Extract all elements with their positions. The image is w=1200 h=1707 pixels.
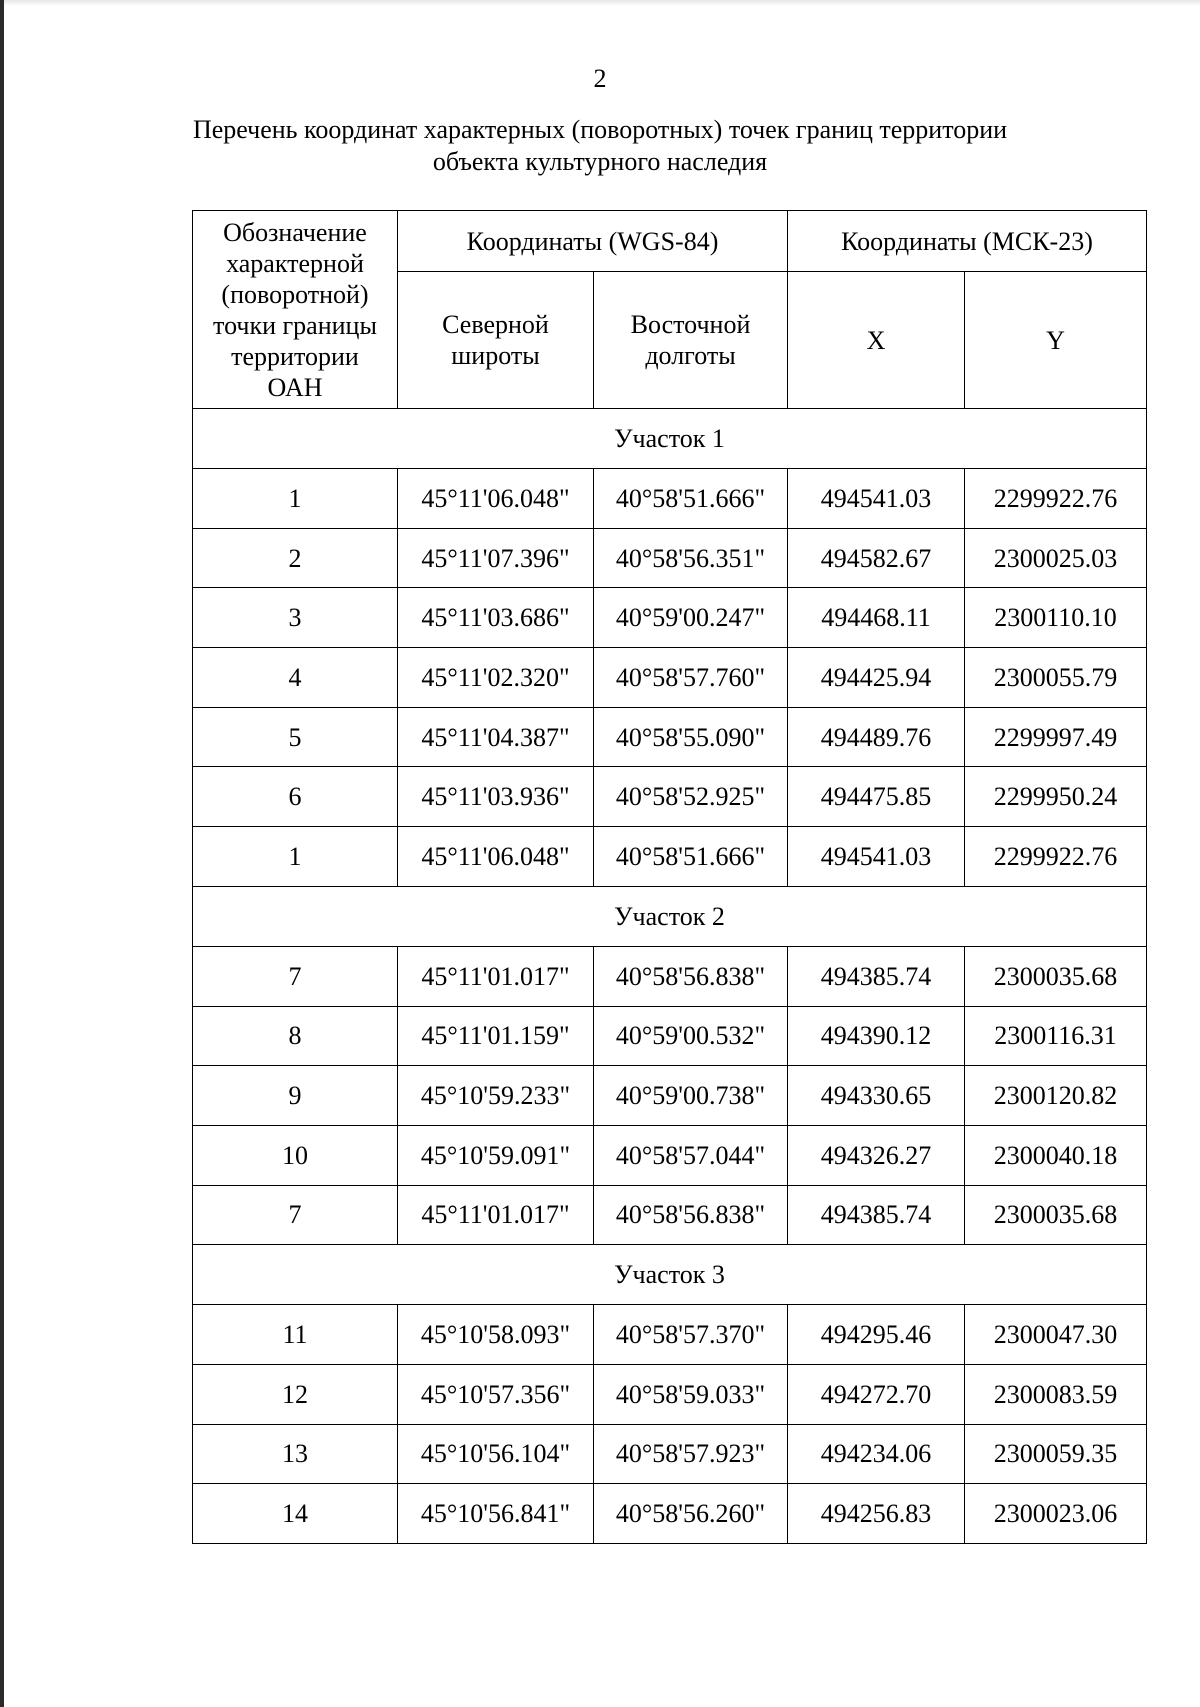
cell-x: 494425.94 xyxy=(788,648,965,708)
cell-north: 45°10'59.233" xyxy=(398,1066,594,1126)
section-row xyxy=(193,1245,1147,1305)
cell-point: 9 xyxy=(193,1066,398,1126)
cell-y: 2299950.24 xyxy=(965,767,1147,827)
cell-north: 45°11'01.159" xyxy=(398,1006,594,1066)
table-row xyxy=(193,469,1147,529)
cell-east: 40°58'51.666" xyxy=(594,469,788,529)
cell-east: 40°59'00.738" xyxy=(594,1066,788,1126)
cell-east: 40°58'56.260" xyxy=(594,1484,788,1544)
cell-x: 494330.65 xyxy=(788,1066,965,1126)
title-line-2: объекта культурного наследия xyxy=(432,147,768,176)
cell-east: 40°59'00.247" xyxy=(594,588,788,648)
header-wgs84-group: Координаты (WGS-84) xyxy=(398,211,788,272)
cell-east: 40°58'57.760" xyxy=(594,648,788,708)
cell-point: 13 xyxy=(193,1424,398,1484)
title-line-1: Перечень координат характерных (поворотных) точек границ территории xyxy=(192,115,1008,144)
table-row xyxy=(193,1484,1147,1544)
table-row xyxy=(193,1424,1147,1484)
section-row xyxy=(193,409,1147,469)
cell-point: 1 xyxy=(193,827,398,887)
cell-y: 2300059.35 xyxy=(965,1424,1147,1484)
cell-y: 2300035.68 xyxy=(965,946,1147,1006)
cell-y: 2300025.03 xyxy=(965,528,1147,588)
cell-y: 2300040.18 xyxy=(965,1125,1147,1185)
section-title: Участок 2 xyxy=(193,886,1147,946)
cell-y: 2299922.76 xyxy=(965,469,1147,529)
section-row xyxy=(193,886,1147,946)
cell-x: 494390.12 xyxy=(788,1006,965,1066)
scan-left-edge xyxy=(0,0,4,1707)
cell-point: 2 xyxy=(193,528,398,588)
cell-point: 11 xyxy=(193,1305,398,1365)
cell-x: 494295.46 xyxy=(788,1305,965,1365)
cell-east: 40°58'59.033" xyxy=(594,1364,788,1424)
cell-east: 40°58'56.838" xyxy=(594,1185,788,1245)
cell-north: 45°11'03.686" xyxy=(398,588,594,648)
cell-east: 40°58'57.923" xyxy=(594,1424,788,1484)
cell-x: 494234.06 xyxy=(788,1424,965,1484)
table-row xyxy=(193,1305,1147,1365)
table-row xyxy=(193,648,1147,708)
cell-point: 8 xyxy=(193,1006,398,1066)
cell-x: 494541.03 xyxy=(788,469,965,529)
cell-east: 40°58'52.925" xyxy=(594,767,788,827)
table-row xyxy=(193,1364,1147,1424)
document-title xyxy=(150,114,1050,178)
table-row xyxy=(193,767,1147,827)
cell-north: 45°10'59.091" xyxy=(398,1125,594,1185)
cell-x: 494468.11 xyxy=(788,588,965,648)
cell-east: 40°58'51.666" xyxy=(594,827,788,887)
cell-east: 40°58'57.044" xyxy=(594,1125,788,1185)
cell-point: 14 xyxy=(193,1484,398,1544)
cell-north: 45°11'01.017" xyxy=(398,1185,594,1245)
cell-y: 2300083.59 xyxy=(965,1364,1147,1424)
cell-east: 40°58'55.090" xyxy=(594,707,788,767)
cell-north: 45°11'03.936" xyxy=(398,767,594,827)
table-row xyxy=(193,946,1147,1006)
section-title: Участок 3 xyxy=(193,1245,1147,1305)
cell-x: 494475.85 xyxy=(788,767,965,827)
cell-x: 494541.03 xyxy=(788,827,965,887)
cell-point: 1 xyxy=(193,469,398,529)
cell-y: 2300110.10 xyxy=(965,588,1147,648)
cell-y: 2300055.79 xyxy=(965,648,1147,708)
cell-x: 494326.27 xyxy=(788,1125,965,1185)
cell-y: 2300035.68 xyxy=(965,1185,1147,1245)
cell-east: 40°59'00.532" xyxy=(594,1006,788,1066)
header-x: X xyxy=(788,272,965,409)
cell-north: 45°10'56.104" xyxy=(398,1424,594,1484)
section-title: Участок 1 xyxy=(193,409,1147,469)
cell-north: 45°11'06.048" xyxy=(398,469,594,529)
cell-north: 45°11'02.320" xyxy=(398,648,594,708)
cell-y: 2299922.76 xyxy=(965,827,1147,887)
table-row xyxy=(193,588,1147,648)
cell-east: 40°58'57.370" xyxy=(594,1305,788,1365)
cell-north: 45°11'07.396" xyxy=(398,528,594,588)
cell-x: 494489.76 xyxy=(788,707,965,767)
cell-point: 7 xyxy=(193,1185,398,1245)
header-north-latitude: Северной широты xyxy=(398,272,594,409)
cell-x: 494272.70 xyxy=(788,1364,965,1424)
header-east-longitude: Восточной долготы xyxy=(594,272,788,409)
page-number: 2 xyxy=(593,64,607,93)
cell-x: 494385.74 xyxy=(788,1185,965,1245)
cell-north: 45°10'58.093" xyxy=(398,1305,594,1365)
cell-east: 40°58'56.351" xyxy=(594,528,788,588)
table-row xyxy=(193,707,1147,767)
table-row xyxy=(193,1066,1147,1126)
cell-point: 6 xyxy=(193,767,398,827)
cell-north: 45°11'06.048" xyxy=(398,827,594,887)
header-point-designation: Обозначение характерной (поворотной) точки границы территории ОАН xyxy=(193,211,398,409)
cell-x: 494385.74 xyxy=(788,946,965,1006)
cell-point: 12 xyxy=(193,1364,398,1424)
cell-y: 2300116.31 xyxy=(965,1006,1147,1066)
cell-point: 10 xyxy=(193,1125,398,1185)
cell-point: 7 xyxy=(193,946,398,1006)
cell-y: 2300047.30 xyxy=(965,1305,1147,1365)
cell-north: 45°11'04.387" xyxy=(398,707,594,767)
table-row xyxy=(193,827,1147,887)
header-y: Y xyxy=(965,272,1147,409)
table-row xyxy=(193,1006,1147,1066)
cell-y: 2300120.82 xyxy=(965,1066,1147,1126)
cell-y: 2300023.06 xyxy=(965,1484,1147,1544)
cell-x: 494256.83 xyxy=(788,1484,965,1544)
cell-north: 45°10'56.841" xyxy=(398,1484,594,1544)
table-body xyxy=(193,409,1147,1544)
cell-y: 2299997.49 xyxy=(965,707,1147,767)
coordinates-table xyxy=(192,210,1147,1544)
table-row xyxy=(193,1185,1147,1245)
cell-north: 45°11'01.017" xyxy=(398,946,594,1006)
table-row xyxy=(193,528,1147,588)
cell-x: 494582.67 xyxy=(788,528,965,588)
table-row xyxy=(193,1125,1147,1185)
cell-north: 45°10'57.356" xyxy=(398,1364,594,1424)
header-msk23-group: Координаты (МСК-23) xyxy=(788,211,1147,272)
cell-east: 40°58'56.838" xyxy=(594,946,788,1006)
cell-point: 5 xyxy=(193,707,398,767)
cell-point: 3 xyxy=(193,588,398,648)
scan-top-shadow xyxy=(0,0,1200,6)
cell-point: 4 xyxy=(193,648,398,708)
